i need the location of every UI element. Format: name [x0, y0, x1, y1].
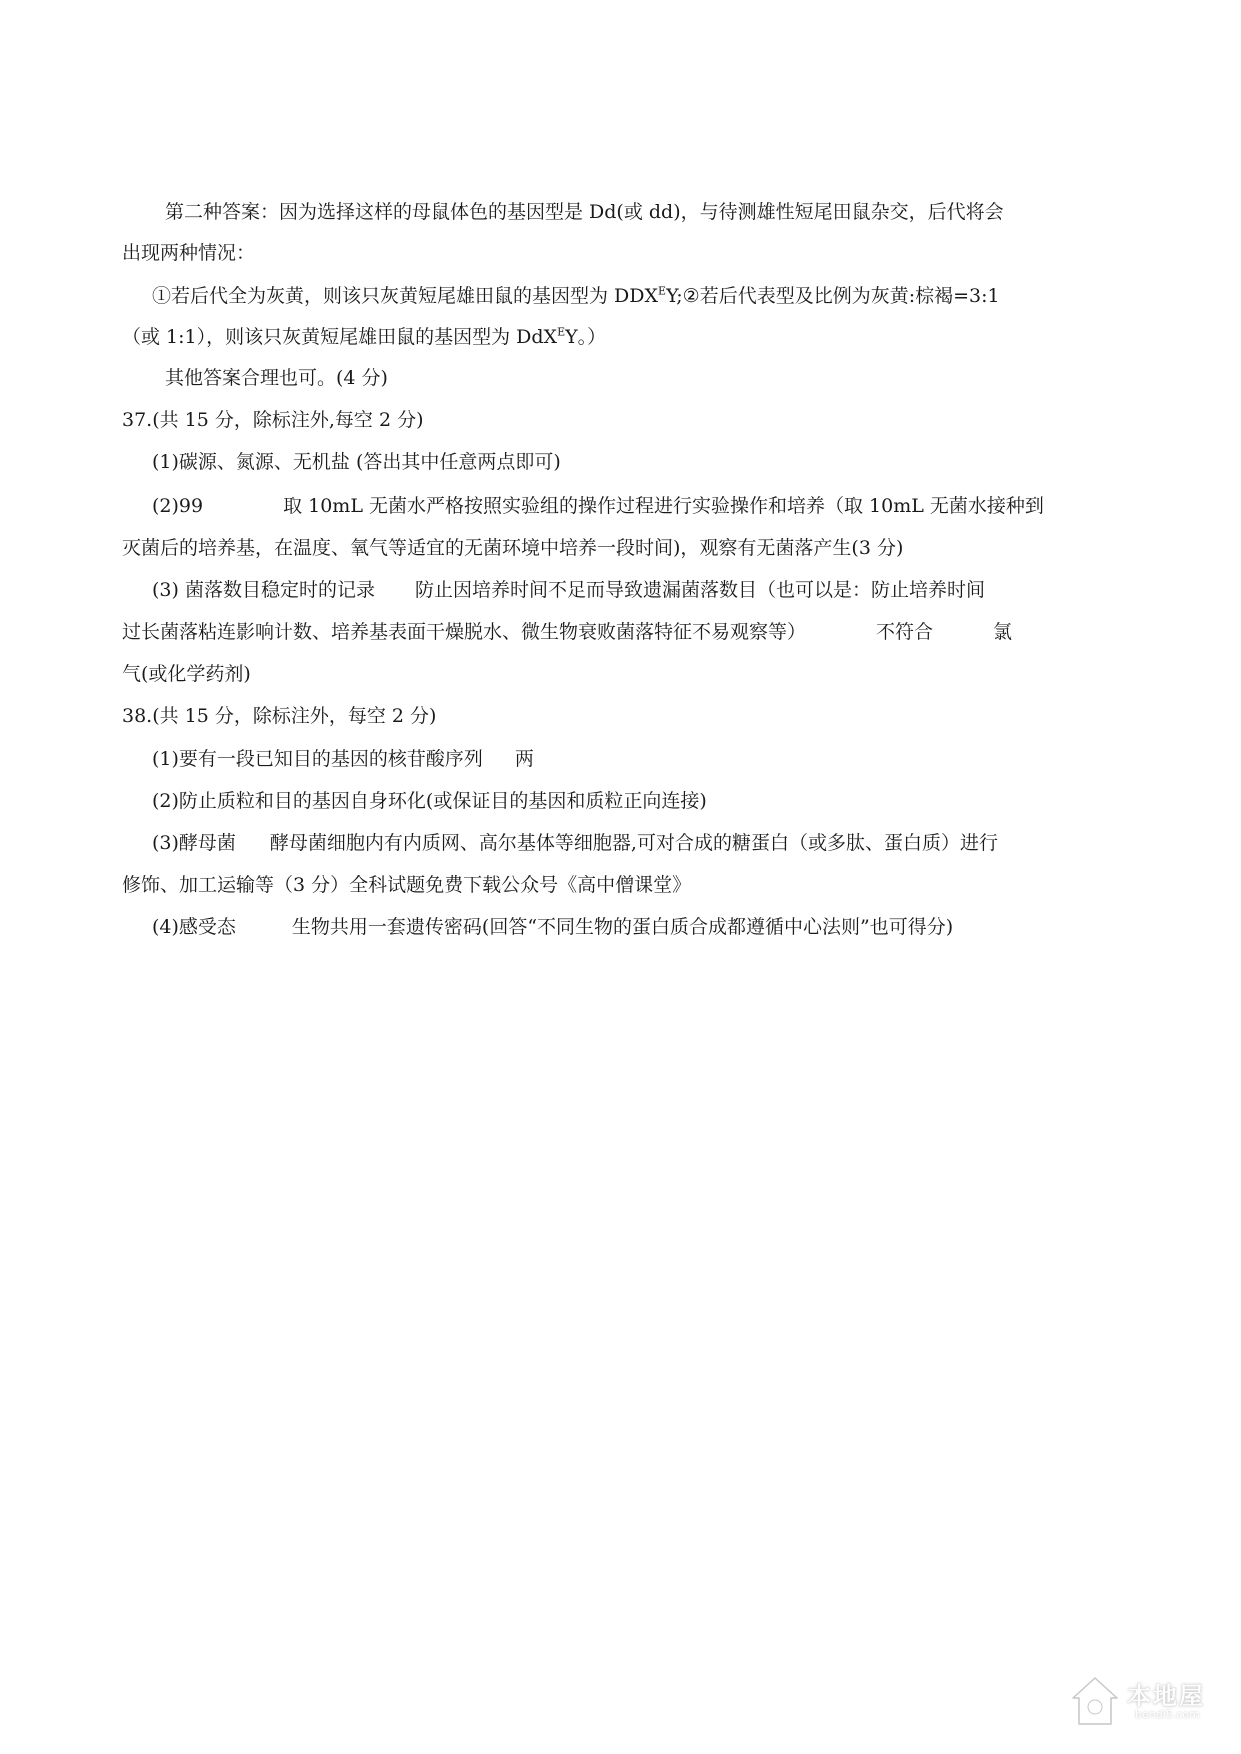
house-logo-icon [1069, 1674, 1121, 1730]
answer-text: ①若后代全为灰黄，则该只灰黄短尾雄田鼠的基因型为 DDX [152, 285, 659, 307]
answer-text: (3)酵母菌 [152, 832, 236, 854]
q38-part-2 [152, 789, 707, 813]
q37-part-2-cont [122, 536, 903, 560]
answer-text: Y。） [565, 326, 607, 348]
answer-text: (1)要有一段已知目的基因的核苷酸序列 [152, 748, 483, 770]
answer-text: (3) 菌落数目稳定时的记录 [152, 579, 375, 601]
answer-line-5 [165, 366, 388, 390]
answer-line-1 [165, 200, 1004, 224]
answer-text: 氯 [993, 621, 1013, 643]
q37-part-1 [152, 450, 561, 474]
site-watermark [1069, 1672, 1219, 1732]
answer-text: 气(或化学药剂) [122, 663, 251, 685]
q38-part-3-cont [122, 873, 691, 897]
answer-line-4 [122, 325, 606, 349]
q37-part-3-cont [122, 620, 1012, 644]
answer-line-3 [152, 284, 1000, 308]
question-38-heading [122, 704, 436, 728]
superscript: E [557, 325, 566, 339]
answer-text: 过长菌落粘连影响计数、培养基表面干燥脱水、微生物衰败菌落特征不易观察等） [122, 621, 807, 643]
answer-text: 酵母菌细胞内有内质网、高尔基体等细胞器,可对合成的糖蛋白（或多肽、蛋白质）进行 [269, 832, 998, 854]
answer-text: 出现两种情况： [122, 242, 256, 264]
answer-text: 第二种答案：因为选择这样的母鼠体色的基因型是 Dd(或 dd)，与待测雄性短尾田鼠杂交，后代将会 [165, 201, 1004, 223]
watermark-name: 本地屋 [1127, 1682, 1205, 1710]
q37-part-3 [152, 578, 985, 602]
q38-part-3 [152, 831, 998, 855]
answer-text: （或 1:1），则该只灰黄短尾雄田鼠的基因型为 DdX [122, 326, 558, 348]
watermark-domain: bendi5.com [1135, 1708, 1200, 1721]
question-37-heading [122, 408, 424, 432]
answer-text: (2)防止质粒和目的基因自身环化(或保证目的基因和质粒正向连接) [152, 790, 707, 812]
answer-text: 灭菌后的培养基，在温度、氧气等适宜的无菌环境中培养一段时间)，观察有无菌落产生(3 分) [122, 537, 904, 559]
answer-text: 生物共用一套遗传密码(回答“不同生物的蛋白质合成都遵循中心法则”也可得分) [291, 916, 954, 938]
answer-text: 不符合 [876, 621, 934, 643]
answer-text: (4)感受态 [152, 916, 236, 938]
q37-part-2 [152, 494, 1044, 518]
q38-part-4 [152, 915, 953, 939]
q37-part-3-cont2 [122, 662, 251, 686]
answer-text: (1)碳源、氮源、无机盐 (答出其中任意两点即可) [152, 451, 561, 473]
heading-text: 38.(共 15 分，除标注外，每空 2 分) [122, 705, 437, 727]
heading-text: 37.(共 15 分，除标注外,每空 2 分) [122, 409, 424, 431]
answer-line-2 [122, 241, 255, 265]
q38-part-1 [152, 747, 534, 771]
answer-text: 修饰、加工运输等（3 分）全科试题免费下载公众号《高中僧课堂》 [122, 874, 692, 896]
answer-text: 两 [514, 748, 534, 770]
answer-text: 其他答案合理也可。(4 分) [165, 367, 388, 389]
answer-text: 防止因培养时间不足而导致遗漏菌落数目（也可以是：防止培养时间 [414, 579, 985, 601]
answer-text: 取 10mL 无菌水严格按照实验组的操作过程进行实验操作和培养（取 10mL 无菌水接种到 [283, 495, 1044, 517]
answer-text: Y;②若后代表型及比例为灰黄:棕褐=3:1 [666, 285, 1000, 307]
answer-text: (2)99 [152, 495, 204, 517]
superscript: E [658, 284, 667, 298]
